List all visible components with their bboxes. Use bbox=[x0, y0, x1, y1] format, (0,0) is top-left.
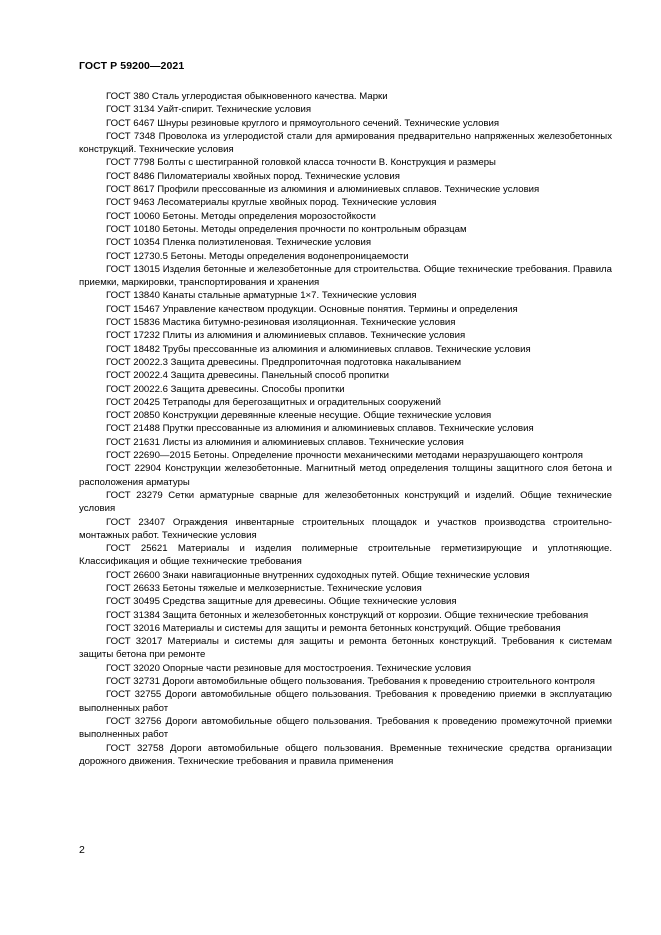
page-number: 2 bbox=[79, 844, 85, 856]
reference-item: ГОСТ 31384 Защита бетонных и железобетонных конструкций от коррозии. Общие технические требования bbox=[106, 609, 589, 621]
reference-item: ГОСТ 32756 Дороги автомобильные общего пользования. Требования к проведению промежуточной приемки выполненных работ bbox=[79, 715, 612, 741]
reference-item: ГОСТ 380 Сталь углеродистая обыкновенного качества. Марки bbox=[106, 91, 388, 102]
reference-item: ГОСТ 10354 Пленка полиэтиленовая. Технические условия bbox=[106, 237, 372, 249]
reference-item: ГОСТ 3134 Уайт-спирит. Технические условия bbox=[106, 104, 312, 116]
reference-item: ГОСТ 10180 Бетоны. Методы определения прочности по контрольным образцам bbox=[106, 223, 467, 235]
reference-item: ГОСТ 20425 Тетраподы для берегозащитных и оградительных сооружений bbox=[106, 396, 442, 408]
reference-item: ГОСТ 12730.5 Бетоны. Методы определения водонепроницаемости bbox=[106, 250, 409, 262]
reference-item: ГОСТ 26600 Знаки навигационные внутренних судоходных путей. Общие технические условия bbox=[106, 569, 530, 581]
reference-item: ГОСТ 8486 Пиломатериалы хвойных пород. Технические условия bbox=[106, 170, 400, 182]
reference-item: ГОСТ 9463 Лесоматериалы круглые хвойных пород. Технические условия bbox=[106, 197, 437, 209]
reference-item: ГОСТ 22690—2015 Бетоны. Определение прочности механическими методами неразрушающего контроля bbox=[106, 450, 583, 462]
reference-item: ГОСТ 17232 Плиты из алюминия и алюминиевых сплавов. Технические условия bbox=[106, 330, 466, 342]
reference-item: ГОСТ 23407 Ограждения инвентарные строительных площадок и участков производства строительно-монтажных работ. Технические условия bbox=[79, 516, 612, 541]
reference-item: ГОСТ 32017 Материалы и системы для защиты и ремонта бетонных конструкций. Требования к системам защиты бетона при ремонте bbox=[79, 636, 612, 661]
reference-item: ГОСТ 32758 Дороги автомобильные общего пользования. Временные технические средства организации дорожного движения. Технические требования и правила применения bbox=[79, 742, 612, 767]
reference-item: ГОСТ 13840 Канаты стальные арматурные 1×7. Технические условия bbox=[106, 290, 417, 302]
reference-item: ГОСТ 6467 Шнуры резиновые круглого и прямоугольного сечений. Технические условия bbox=[106, 117, 500, 129]
reference-item: ГОСТ 20022.6 Защита древесины. Способы пропитки bbox=[106, 383, 345, 395]
reference-item: ГОСТ 20850 Конструкции деревянные клееные несущие. Общие технические условия bbox=[106, 410, 492, 422]
reference-item: ГОСТ 32020 Опорные части резиновые для мостостроения. Технические условия bbox=[106, 662, 472, 674]
reference-item: ГОСТ 25621 Материалы и изделия полимерные строительные герметизирующие и уплотняющие. Классификация и общие технические требования bbox=[79, 543, 612, 568]
reference-item: ГОСТ 30495 Средства защитные для древесины. Общие технические условия bbox=[106, 596, 457, 608]
reference-item: ГОСТ 8617 Профили прессованные из алюминия и алюминиевых сплавов. Технические условия bbox=[106, 184, 540, 196]
reference-item: ГОСТ 7348 Проволока из углеродистой стали для армирования предварительно напряженных железобетонных конструкций. Технические условия bbox=[79, 130, 612, 156]
reference-item: ГОСТ 21488 Прутки прессованные из алюминия и алюминиевых сплавов. Технические условия bbox=[106, 423, 534, 435]
reference-item: ГОСТ 22904 Конструкции железобетонные. Магнитный метод определения толщины защитного слоя бетона и расположения арматуры bbox=[79, 463, 612, 488]
reference-item: ГОСТ 7798 Болты с шестигранной головкой класса точности В. Конструкция и размеры bbox=[106, 157, 496, 169]
reference-item: ГОСТ 32755 Дороги автомобильные общего пользования. Требования к проведению приемки в эксплуатацию выполненных работ bbox=[79, 689, 612, 714]
reference-item: ГОСТ 23279 Сетки арматурные сварные для железобетонных конструкций и изделий. Общие технические условия bbox=[79, 489, 612, 515]
reference-item: ГОСТ 32016 Материалы и системы для защиты и ремонта бетонных конструкций. Общие требования bbox=[106, 622, 561, 634]
reference-item: ГОСТ 32731 Дороги автомобильные общего пользования. Требования к проведению строительного контроля bbox=[106, 676, 595, 688]
reference-item: ГОСТ 20022.4 Защита древесины. Панельный способ пропитки bbox=[106, 370, 390, 382]
reference-item: ГОСТ 18482 Трубы прессованные из алюминия и алюминиевых сплавов. Технические условия bbox=[106, 343, 531, 355]
reference-item: ГОСТ 13015 Изделия бетонные и железобетонные для строительства. Общие технические требования. Правила приемки, маркировки, транспортирования и хранения bbox=[79, 263, 612, 289]
reference-item: ГОСТ 26633 Бетоны тяжелые и мелкозернистые. Технические условия bbox=[106, 582, 422, 594]
reference-item: ГОСТ 15467 Управление качеством продукции. Основные понятия. Термины и определения bbox=[106, 303, 518, 315]
reference-item: ГОСТ 15836 Мастика битумно-резиновая изоляционная. Технические условия bbox=[106, 317, 456, 329]
reference-item: ГОСТ 20022.3 Защита древесины. Предпропиточная подготовка накалыванием bbox=[106, 356, 462, 368]
normative-references-list bbox=[79, 90, 612, 768]
reference-item: ГОСТ 10060 Бетоны. Методы определения морозостойкости bbox=[106, 210, 376, 222]
reference-item: ГОСТ 21631 Листы из алюминия и алюминиевых сплавов. Технические условия bbox=[106, 436, 464, 448]
document-header: ГОСТ Р 59200—2021 bbox=[79, 60, 185, 72]
